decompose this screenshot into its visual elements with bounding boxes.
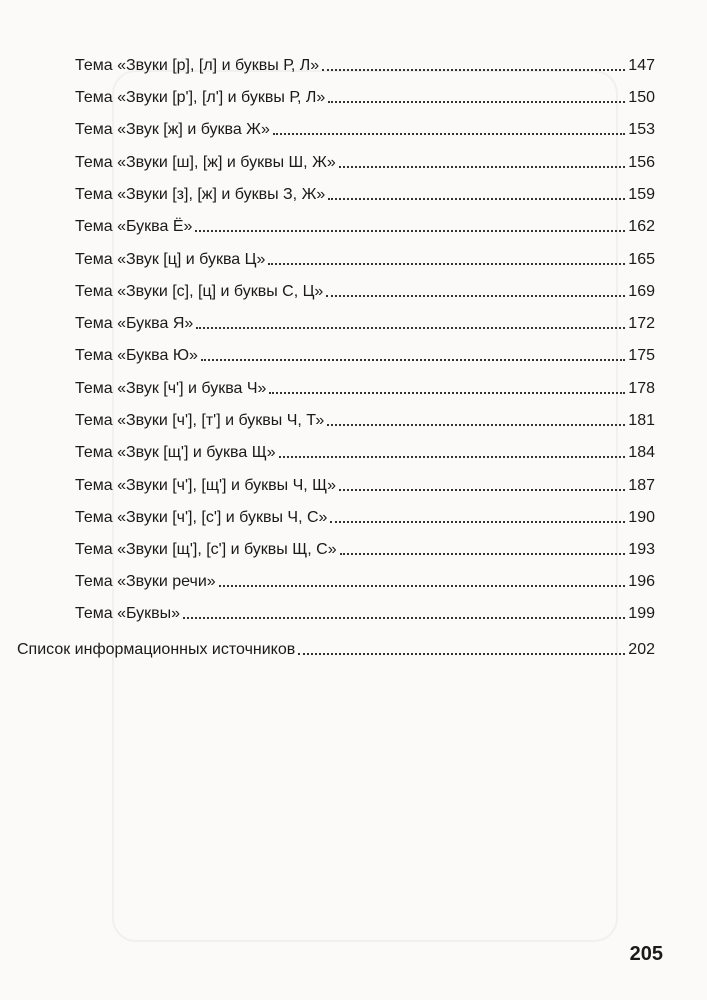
toc-entry-title: Тема «Звук [ч'] и буква Ч»	[75, 380, 267, 397]
toc-entry-page: 172	[628, 315, 655, 332]
toc-entry-title: Тема «Буквы»	[75, 605, 181, 622]
page-number: 205	[629, 943, 663, 965]
dot-leader	[340, 553, 626, 555]
toc-entry[interactable]	[75, 470, 655, 496]
toc-entry-title: Тема «Звуки [с], [ц] и буквы С, Ц»	[75, 283, 324, 300]
toc-entry[interactable]	[75, 82, 655, 108]
dot-leader	[328, 101, 625, 103]
toc-entry-title: Список информационных источников	[17, 641, 296, 658]
toc-entry-title: Тема «Звуки [щ'], [с'] и буквы Щ, С»	[75, 541, 337, 558]
toc-entry[interactable]	[75, 373, 655, 399]
toc-entry-title: Тема «Буква Я»	[75, 315, 194, 332]
toc-entry[interactable]	[75, 276, 655, 302]
toc-entry-page: 202	[628, 641, 655, 658]
dot-leader	[268, 263, 625, 265]
toc-entry[interactable]	[75, 114, 655, 140]
toc-entry-title: Тема «Звуки [ч'], [щ'] и буквы Ч, Щ»	[75, 477, 337, 494]
toc-entry-title: Тема «Звуки речи»	[75, 573, 216, 590]
toc-entry[interactable]	[75, 405, 655, 431]
dot-leader	[339, 489, 625, 491]
toc-entry-page: 181	[628, 412, 655, 429]
toc-entry-page: 156	[628, 154, 655, 171]
toc-entry-title: Тема «Звуки [р'], [л'] и буквы Р, Л»	[75, 89, 326, 106]
toc-entry-page: 199	[628, 605, 655, 622]
toc-entry[interactable]	[75, 566, 655, 592]
dot-leader	[327, 424, 625, 426]
dot-leader	[322, 69, 625, 71]
dot-leader	[330, 521, 625, 523]
toc-entry[interactable]	[75, 244, 655, 270]
toc-entry[interactable]	[75, 502, 655, 528]
dot-leader	[269, 392, 625, 394]
dot-leader	[195, 230, 625, 232]
toc-entry-page: 159	[628, 186, 655, 203]
toc-entry-sources[interactable]	[17, 634, 655, 660]
toc-entry-title: Тема «Звуки [ч'], [т'] и буквы Ч, Т»	[75, 412, 325, 429]
dot-leader	[298, 653, 625, 655]
toc-entry-page: 153	[628, 121, 655, 138]
toc-entry-title: Тема «Буква Ю»	[75, 347, 198, 364]
toc-entry[interactable]	[75, 50, 655, 76]
dot-leader	[219, 585, 626, 587]
dot-leader	[279, 456, 626, 458]
toc-entry[interactable]	[75, 598, 655, 624]
toc-entry-page: 190	[628, 509, 655, 526]
toc-entry-title: Тема «Буква Ё»	[75, 218, 193, 235]
toc-entry-page: 178	[628, 380, 655, 397]
toc-entry-title: Тема «Звук [ц] и буква Ц»	[75, 251, 266, 268]
dot-leader	[201, 359, 625, 361]
toc-entry[interactable]	[75, 340, 655, 366]
dot-leader	[339, 166, 626, 168]
toc-entry-page: 169	[628, 283, 655, 300]
dot-leader	[196, 327, 625, 329]
toc-entry-page: 165	[628, 251, 655, 268]
toc-entry[interactable]	[75, 437, 655, 463]
toc-entry-page: 196	[628, 573, 655, 590]
dot-leader	[326, 295, 625, 297]
toc-entry[interactable]	[75, 179, 655, 205]
toc-entry-page: 187	[628, 477, 655, 494]
toc-entry-title: Тема «Звуки [з], [ж] и буквы З, Ж»	[75, 186, 326, 203]
toc-entry-title: Тема «Звук [щ'] и буква Щ»	[75, 444, 276, 461]
toc-entry[interactable]	[75, 211, 655, 237]
toc-entry-page: 193	[628, 541, 655, 558]
toc-entry-page: 162	[628, 218, 655, 235]
toc-entry[interactable]	[75, 147, 655, 173]
toc-entry-title: Тема «Звуки [р], [л] и буквы Р, Л»	[75, 57, 320, 74]
toc-entry[interactable]	[75, 308, 655, 334]
toc-entry-page: 184	[628, 444, 655, 461]
toc-entry-page: 175	[628, 347, 655, 364]
toc-entry-title: Тема «Звуки [ш], [ж] и буквы Ш, Ж»	[75, 154, 336, 171]
toc-entry-title: Тема «Звук [ж] и буква Ж»	[75, 121, 270, 138]
dot-leader	[273, 133, 625, 135]
dot-leader	[183, 617, 625, 619]
toc-entry-page: 150	[628, 89, 655, 106]
toc-entry-title: Тема «Звуки [ч'], [с'] и буквы Ч, С»	[75, 509, 328, 526]
toc-entry-page: 147	[628, 57, 655, 74]
toc-entry[interactable]	[75, 534, 655, 560]
dot-leader	[328, 198, 625, 200]
